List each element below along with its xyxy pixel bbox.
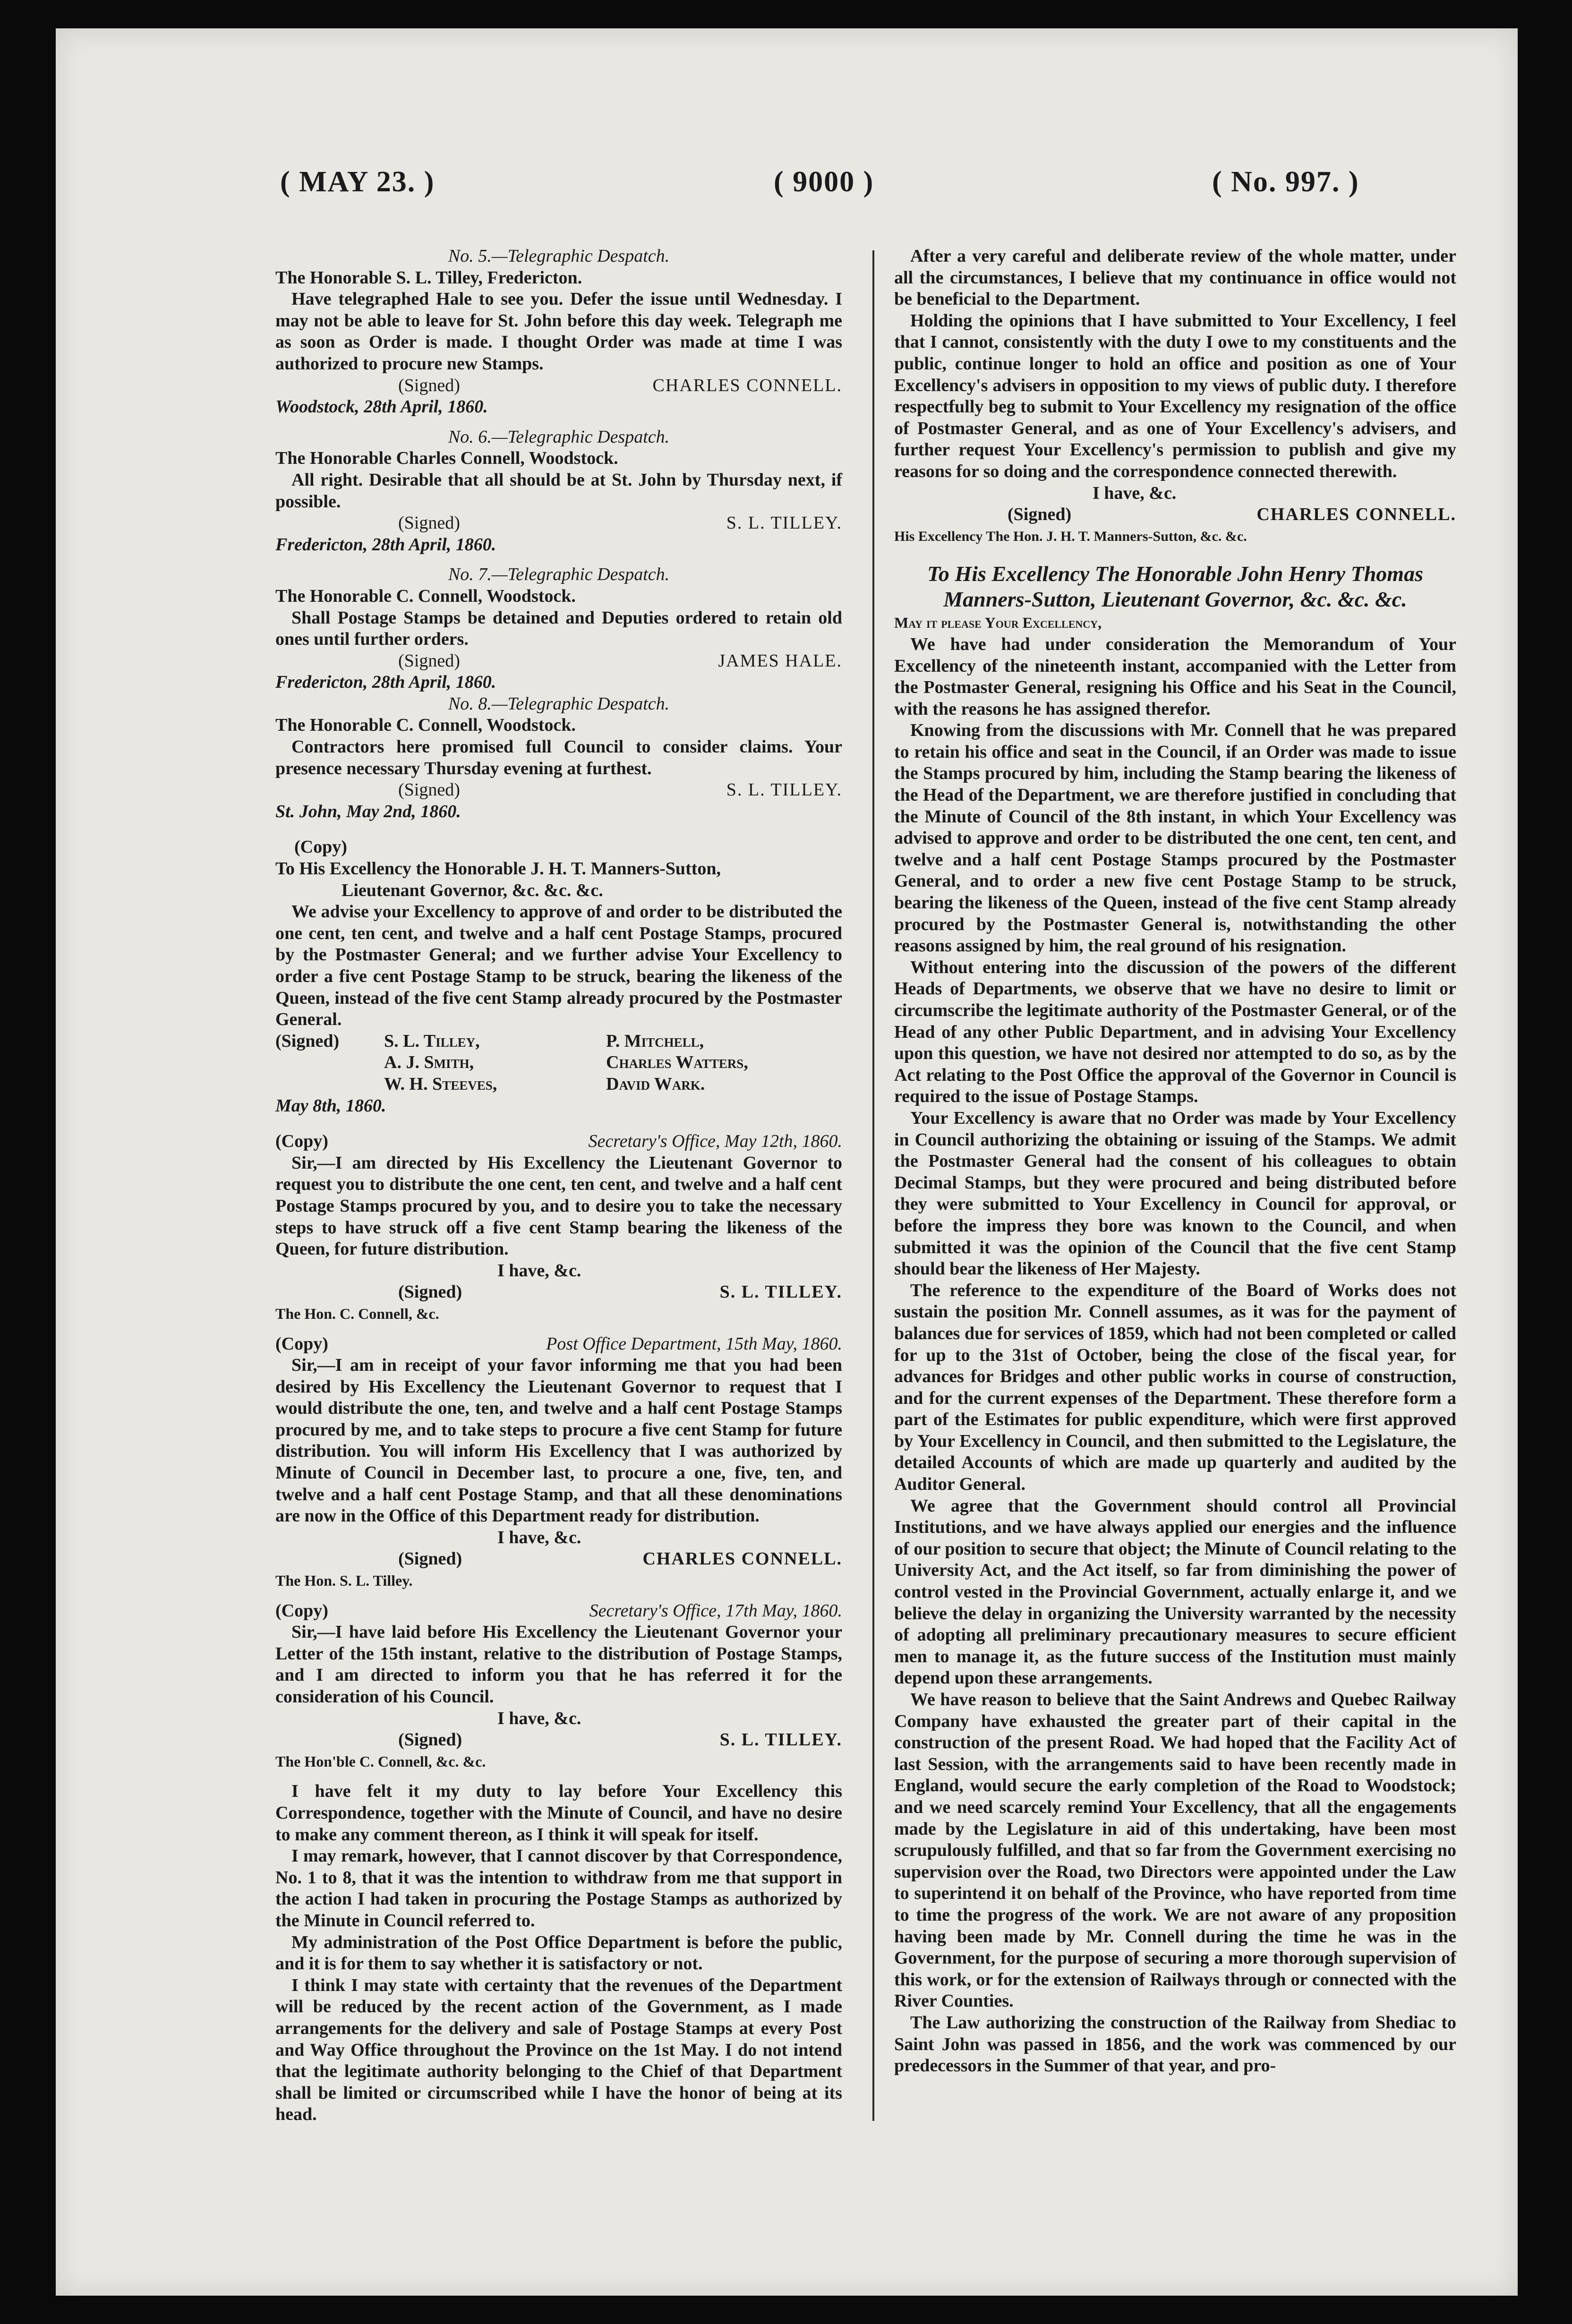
despatch-5-signature: (Signed) CHARLES CONNELL.	[398, 375, 842, 395]
header-issue-number: ( No. 997. )	[1212, 166, 1359, 198]
despatch-7-place: Fredericton, 28th April, 1860.	[275, 672, 496, 692]
header-page-number: ( 9000 )	[774, 166, 874, 198]
resignation-close: I have, &c.	[1093, 483, 1177, 503]
letter-3-to: The Hon'ble C. Connell, &c. &c.	[275, 1752, 486, 1770]
right-column	[894, 246, 1456, 2077]
header-date: ( MAY 23. )	[280, 166, 435, 198]
council-reply-paragraph: The reference to the expenditure of the Board of Works does not sustain the position Mr. Connell assumes, as it was for the payment of balances due for services of 1859, which had not been completed or called for up to the 31st of October, being the close of the fiscal year, for advances for Bridges and other public works in course of construction, and for the current expenses of the Department. These therefore form a part of the Estimates for public expenditure, which were first approved by Your Excellency in Council, and then submitted to the Legislature, the detailed Accounts of which are made up quarterly and audited by the Auditor General.	[894, 1280, 1456, 1495]
despatch-6-to: The Honorable Charles Connell, Woodstock.	[275, 448, 618, 469]
minute-signers	[275, 1031, 842, 1095]
despatch-6-body: All right. Desirable that all should be at St. John by Thursday next, if possible.	[275, 470, 842, 512]
council-reply-title: To His Excellency The Honorable John Henry Thomas Manners-Sutton, Lieutenant Governor, &c. &c. &c.	[927, 562, 1423, 612]
resignation-paragraph: After a very careful and deliberate review of the whole matter, under all the circumstances, I believe that my continuance in office would not be beneficial to the Department.	[894, 246, 1456, 309]
letter-2-body: Sir,—I am in receipt of your favor informing me that you had been desired by His Excellency the Lieutenant Governor to request that I would distribute the one, ten, and twelve and a half cent Postage Stamps procured by me, and to take steps to procure a five cent Stamp for future distribution. You will inform His Excellency that I was authorized by Minute of Council in December last, to procure a one, five, ten, and twelve and a half cent Postage Stamp, and that all these denominations are now in the Office of this Department ready for distribution.	[275, 1355, 842, 1526]
letter-2-heading: (Copy) Post Office Department, 15th May, 1860.	[275, 1333, 842, 1354]
council-reply-paragraph: Without entering into the discussion of the powers of the different Heads of Departments, we observe that we have no desire to limit or circumscribe the legitimate authority of the Postmaster General, or of the Head of any other Public Department, and in advising Your Excellency upon this question, we have not desired nor attempted to do so, as by the Act relating to the Post Office the approval of the Governor in Council is required to the issue of Postage Stamps.	[894, 957, 1456, 1107]
resignation-to: His Excellency The Hon. J. H. T. Manners-Sutton, &c. &c.	[894, 528, 1247, 544]
closing-paragraph: I have felt it my duty to lay before Your Excellency this Correspondence, together with the Minute of Council, and have no desire to make any comment thereon, as I think it will speak for itself.	[275, 1781, 842, 1845]
council-reply-paragraph: We agree that the Government should control all Provincial Institutions, and we have always applied our energies and the influence of our position to secure that object; the Minute of Council relating to the University Act, and the Act itself, so far from diminishing the power of control vested in the Provincial Government, actually enlarge it, and we believe the delay in organizing the University warranted by the necessity of adopting all preliminary precautionary measures to secure efficient men to manage it, as the future success of the Institution must mainly depend upon these arrangements.	[894, 1495, 1456, 1688]
minute-signer: David Wark.	[606, 1074, 705, 1094]
minute-signer: Charles Watters,	[606, 1052, 748, 1073]
resignation-paragraph: Holding the opinions that I have submitted to Your Excellency, I feel that I cannot, consistently with the duty I owe to my constituents and the public, continue longer to hold an office and position as one of Your Excellency's advisers in opposition to my views of public duty. I therefore respectfully beg to submit to Your Excellency my resignation of the office of Postmaster General, and as one of Your Excellency's advisers, and further request Your Excellency's permission to publish and give my reasons for so doing and the correspondence connected therewith.	[894, 310, 1456, 481]
despatch-7-to: The Honorable C. Connell, Woodstock.	[275, 586, 576, 606]
closing-paragraph: My administration of the Post Office Department is before the public, and it is for them to say whether it is satisfactory or not.	[275, 1932, 842, 1974]
minute-date: May 8th, 1860.	[275, 1095, 386, 1116]
letter-3-heading: (Copy) Secretary's Office, 17th May, 1860.	[275, 1600, 842, 1621]
despatch-5-place: Woodstock, 28th April, 1860.	[275, 397, 488, 417]
letter-3-close: I have, &c.	[497, 1708, 581, 1728]
council-reply-paragraph: Your Excellency is aware that no Order was made by Your Excellency in Council authorizing the obtaining or issuing of the Stamps. We admit the Postmaster General had the consent of his colleagues to obtain Decimal Stamps, but they were procured and being distributed before they were submitted to Your Excellency in Council for approval, or before the impress they bore was known to the Council, and when submitted it was the opinion of the Council that the five cent Stamp should bear the likeness of Her Majesty.	[894, 1108, 1456, 1279]
closing-paragraph: I think I may state with certainty that the revenues of the Department will be reduced by the recent action of the Government, as I made arrangements for the delivery and sale of Postage Stamps at every Post and Way Office throughout the Province on the 1st May. I do not intend that the legitimate authority belonging to the Chief of that Department shall be limited or circumscribed while I have the honor of being at its head.	[275, 1975, 842, 2125]
despatch-6-place: Fredericton, 28th April, 1860.	[275, 534, 496, 555]
minute-body: We advise your Excellency to approve of and order to be distributed the one cent, ten cent, and twelve and a half cent Postage Stamps, procured by the Postmaster General; and we further advise Your Excellency to order a five cent Postage Stamp to be struck, bearing the likeness of the Queen, instead of the five cent Stamp already procured by the Postmaster General.	[275, 902, 842, 1030]
despatch-5-body: Have telegraphed Hale to see you. Defer the issue until Wednesday. I may not be able to leave for St. John before this day week. Telegraph me as soon as Order is made. I thought Order was made at time I was authorized to procure new Stamps.	[275, 289, 842, 374]
council-reply-paragraph: The Law authorizing the construction of the Railway from Shediac to Saint John was passed in 1856, and the work was commenced by our predecessors in the Summer of that year, and pro-	[894, 2012, 1456, 2076]
letter-2-close: I have, &c.	[497, 1527, 581, 1547]
resignation-signature: (Signed) CHARLES CONNELL.	[1008, 504, 1456, 525]
despatch-5-to: The Honorable S. L. Tilley, Fredericton.	[275, 267, 582, 288]
minute-signer: A. J. Smith,	[384, 1052, 474, 1073]
left-column	[275, 246, 842, 2126]
minute-signed-label: (Signed)	[275, 1031, 340, 1051]
newspaper-page	[56, 28, 1518, 2296]
despatch-8-place: St. John, May 2nd, 1860.	[275, 801, 461, 821]
letter-1-signature: (Signed) S. L. TILLEY.	[398, 1282, 842, 1302]
closing-paragraph: I may remark, however, that I cannot discover by that Correspondence, No. 1 to 8, that it was the intention to withdraw from me that support in the action I had taken in procuring the Postage Stamps as authorized by the Minute in Council referred to.	[275, 1846, 842, 1931]
despatch-6-title: No. 6.—Telegraphic Despatch.	[448, 427, 670, 447]
minute-signer: P. Mitchell,	[606, 1031, 704, 1051]
council-reply-paragraph: We have had under consideration the Memorandum of Your Excellency of the nineteenth instant, accompanied with the Letter from the Postmaster General, resigning his Office and his Seat in the Council, with the reasons he has assigned therefor.	[894, 634, 1456, 719]
minute-signer: S. L. Tilley,	[384, 1031, 480, 1051]
minute-copy-label: (Copy)	[294, 837, 347, 857]
despatch-7-body: Shall Postage Stamps be detained and Deputies ordered to retain old ones until further orders.	[275, 607, 842, 649]
despatch-6-signature: (Signed) S. L. TILLEY.	[398, 513, 842, 533]
page-header	[56, 165, 1518, 217]
despatch-8-body: Contractors here promised full Council to consider claims. Your presence necessary Thursday evening at furthest.	[275, 737, 842, 778]
letter-1-body: Sir,—I am directed by His Excellency the Lieutenant Governor to request you to distribute the one cent, ten cent, and twelve and a half cent Postage Stamps procured by you, and to desire you to take the necessary steps to have struck off a five cent Stamp bearing the likeness of the Queen, for future distribution.	[275, 1153, 842, 1259]
letter-2-signature: (Signed) CHARLES CONNELL.	[398, 1549, 842, 1569]
despatch-7-signature: (Signed) JAMES HALE.	[398, 650, 842, 671]
letter-1-heading: (Copy) Secretary's Office, May 12th, 1860.	[275, 1131, 842, 1152]
letter-1-to: The Hon. C. Connell, &c.	[275, 1305, 439, 1322]
letter-3-body: Sir,—I have laid before His Excellency the Lieutenant Governor your Letter of the 15th instant, relative to the distribution of Postage Stamps, and I am directed to inform you that he has referred it for the consideration of his Council.	[275, 1622, 842, 1707]
letter-1-close: I have, &c.	[497, 1260, 581, 1281]
column-rule	[872, 250, 874, 2121]
minute-addressee: To His Excellency the Honorable J. H. T. Manners-Sutton,	[275, 859, 721, 879]
council-reply-salutation: May it please Your Excellency,	[894, 614, 1102, 632]
despatch-5-title: No. 5.—Telegraphic Despatch.	[448, 246, 670, 266]
minute-signer: W. H. Steeves,	[384, 1074, 497, 1094]
letter-2-to: The Hon. S. L. Tilley.	[275, 1572, 413, 1589]
letter-3-signature: (Signed) S. L. TILLEY.	[398, 1730, 842, 1750]
council-reply-paragraph: We have reason to believe that the Saint Andrews and Quebec Railway Company have exhausted the greater part of their capital in the construction of the present Road. We had hoped that the Facility Act of last Session, with the arrangements said to have been recently made in England, would secure the early completion of the Road to Woodstock; and we need scarcely remind Your Excellency, that all the engagements made by the Legislature in aid of this undertaking, have been most scrupulously fulfilled, and that so far from the Government exercising no supervision over the Road, two Directors were appointed under the Law to superintend it on behalf of the Province, who have reported from time to time the progress of the work. We are not aware of any proposition having been made by Mr. Connell during the time he was in the Government, for the purpose of securing a more thorough supervision of this work, or for the extension of Railways through or connected with the River Counties.	[894, 1690, 1456, 2011]
minute-addressee-title: Lieutenant Governor, &c. &c. &c.	[342, 880, 603, 900]
despatch-7-title: No. 7.—Telegraphic Despatch.	[448, 564, 670, 585]
despatch-8-to: The Honorable C. Connell, Woodstock.	[275, 715, 576, 735]
council-reply-paragraph: Knowing from the discussions with Mr. Connell that he was prepared to retain his office and seat in the Council, if an Order was made to issue the Stamps procured by him, including the Stamp bearing the likeness of the Head of the Department, we are therefore justified in concluding that the Minute of Council of the 8th instant, in which Your Excellency was advised to approve and order to be distributed the one cent, ten cent, and twelve and a half cent Postage Stamps procured by the Postmaster General, and to order a new five cent Postage Stamp to be struck, bearing the likeness of the Queen, instead of the five cent Stamp already procured by the Postmaster General is, notwithstanding the other reasons assigned by him, the real ground of his resignation.	[894, 720, 1456, 956]
despatch-8-signature: (Signed) S. L. TILLEY.	[398, 780, 842, 800]
despatch-8-title: No. 8.—Telegraphic Despatch.	[448, 693, 670, 714]
